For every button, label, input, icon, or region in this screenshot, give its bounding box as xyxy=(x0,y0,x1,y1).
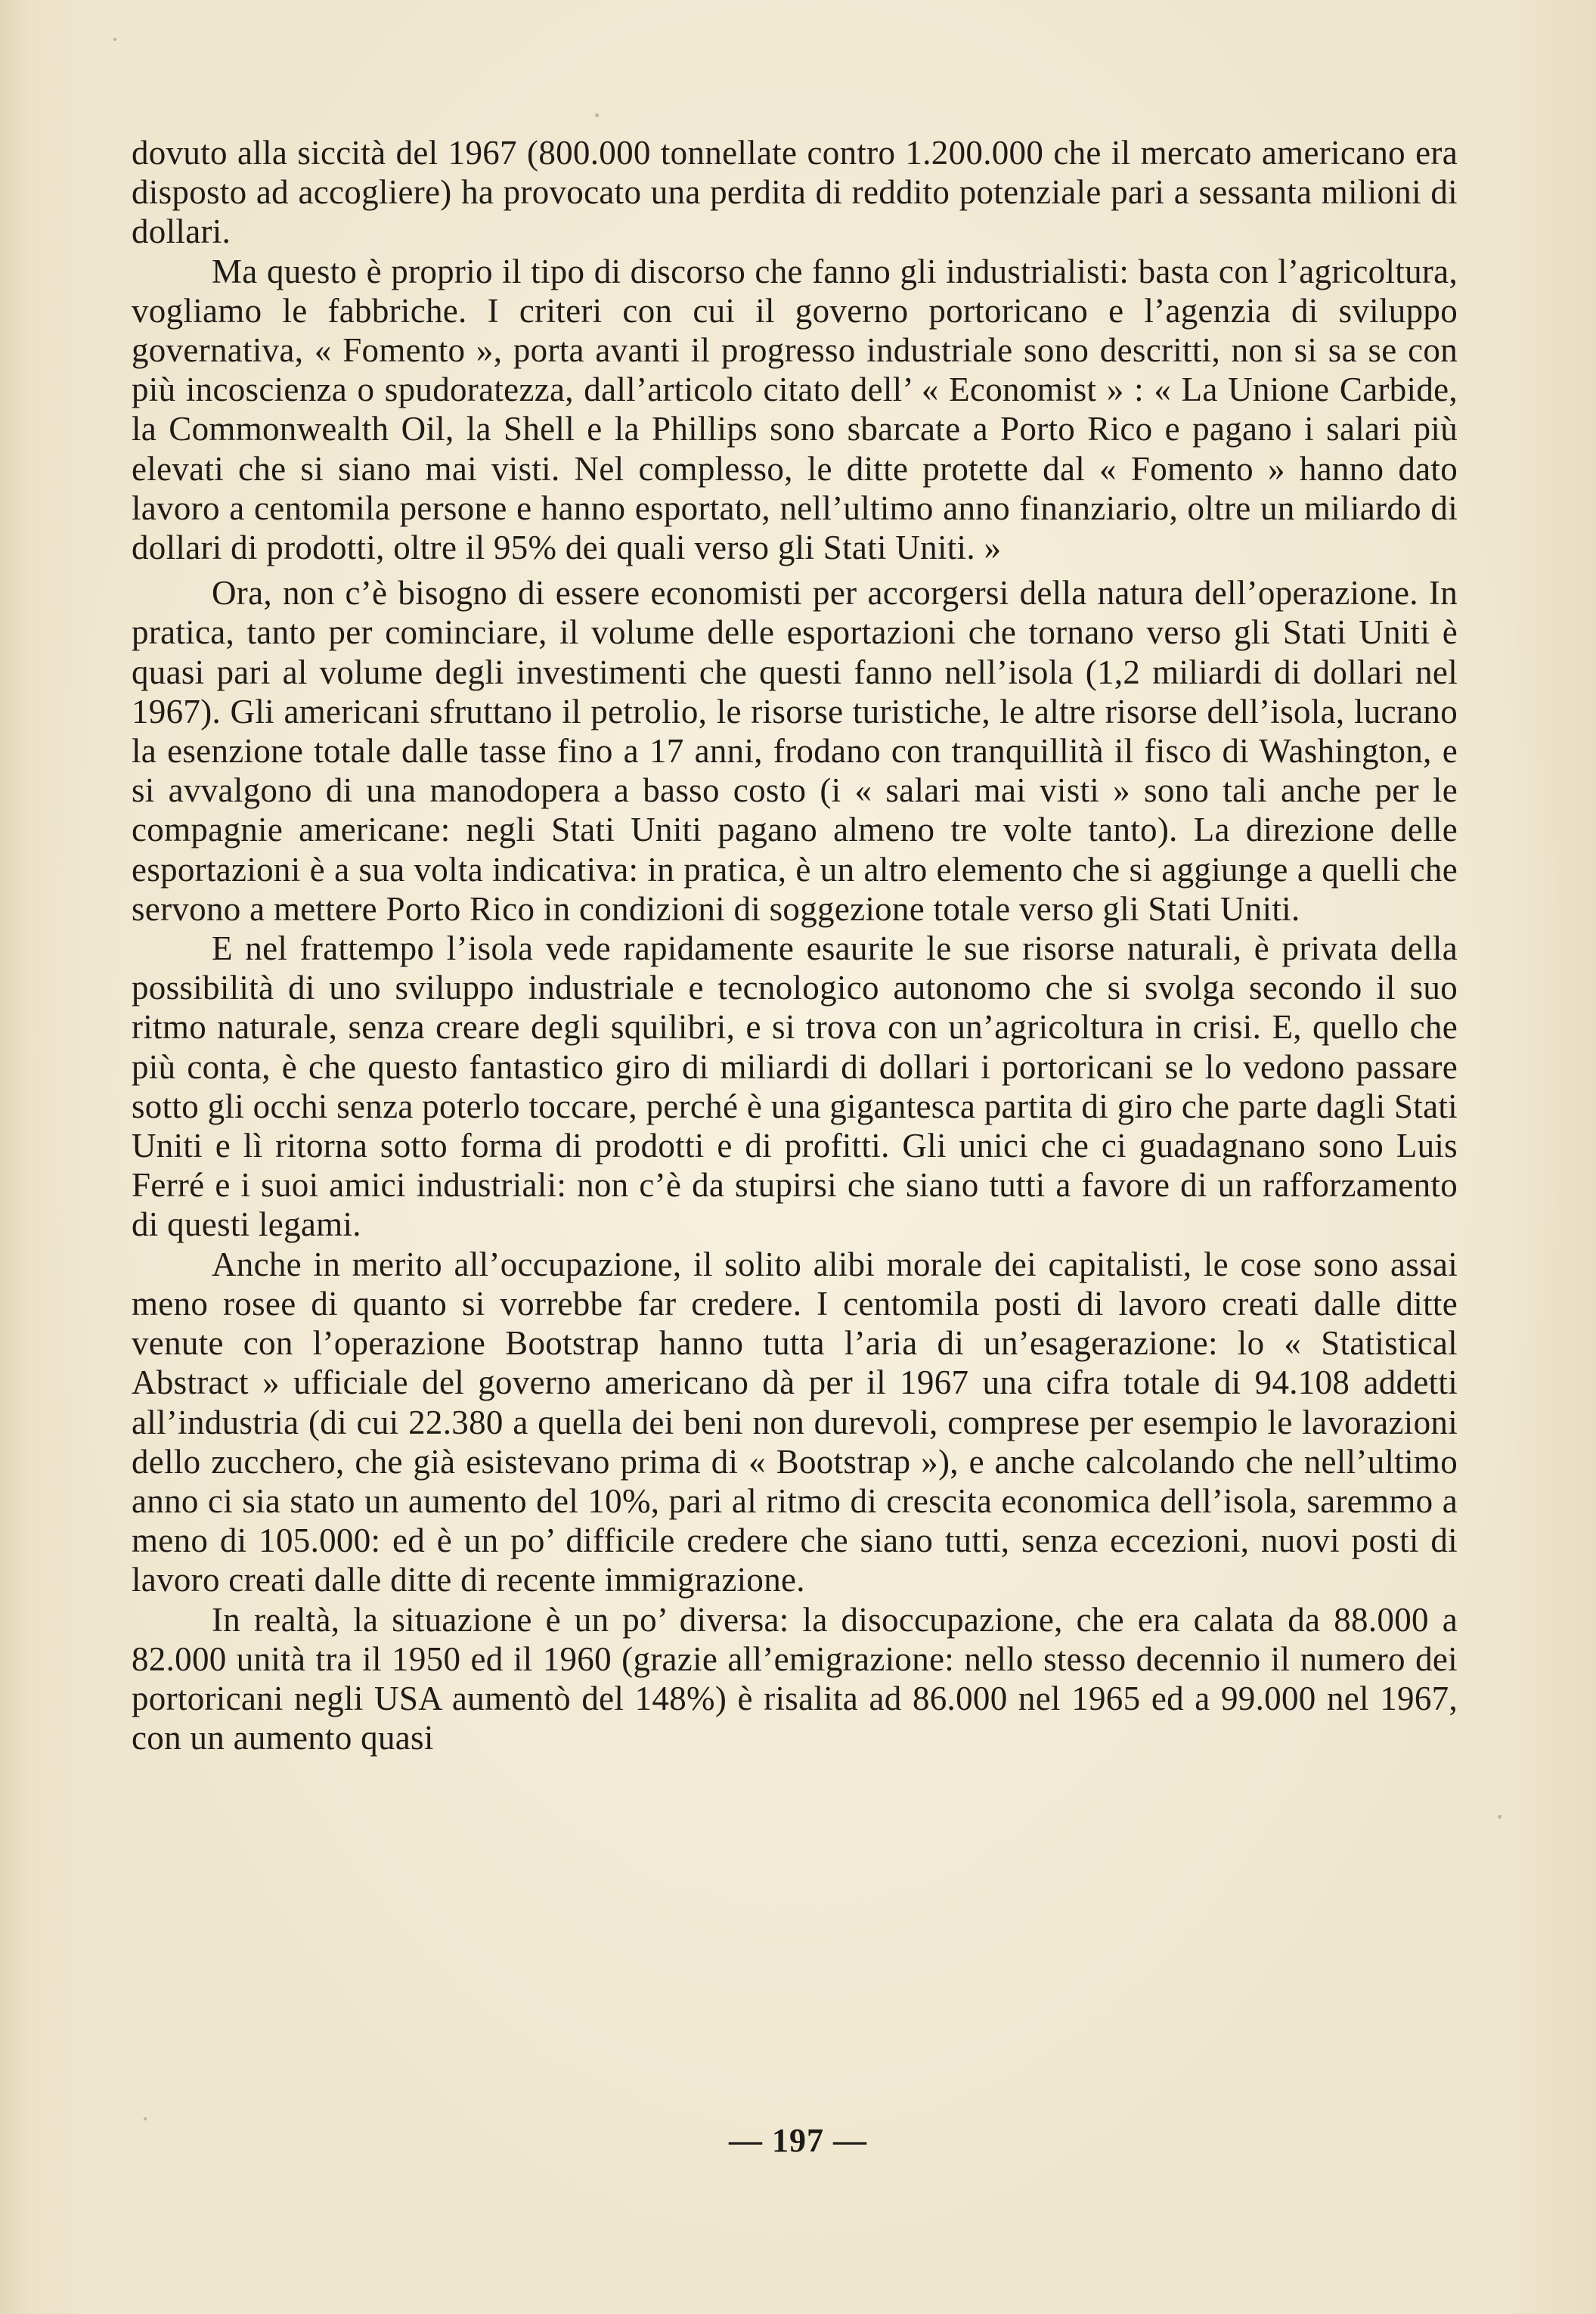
paragraph: Ora, non c’è bisogno di essere economisti per accorgersi della natura dell’operazione. In pratica, tanto per cominciare, il volume delle esportazioni che tornano verso gli Stati Uniti è quasi pari al volume degli investimenti che questi fanno nell’isola (1,2 miliardi di dollari nel 1967). Gli americani sfruttano il petrolio, le risorse turistiche, le altre risorse dell’isola, lucrano la esenzione totale dalle tasse fino a 17 anni, frodano con tranquillità il fisco di Washington, e si avvalgono di una manodopera a basso costo (i « salari mai visti » sono tali anche per le compagnie americane: negli Stati Uniti pagano almeno tre volte tanto). La direzione delle esportazioni è a sua volta indicativa: in pratica, è un altro elemento che si aggiunge a quelli che servono a mettere Porto Rico in condizioni di soggezione totale verso gli Stati Uniti. xyxy=(132,574,1458,928)
paragraph: Anche in merito all’occupazione, il solito alibi morale dei capitalisti, le cose sono assai meno rosee di quanto si vorrebbe far credere. I centomila posti di lavoro creati dalle ditte venute con l’operazione Bootstrap hanno tutta l’aria di un’esagerazione: lo « Statistical Abstract » ufficiale del governo americano dà per il 1967 una cifra totale di 94.108 addetti all’industria (di cui 22.380 a quella dei beni non durevoli, comprese per esempio le lavorazioni dello zucchero, che già esistevano prima di « Bootstrap »), e anche calcolando che nell’ultimo anno ci sia stato un aumento del 10%, pari al ritmo di crescita economica dell’isola, saremmo a meno di 105.000: ed è un po’ difficile credere che siano tutti, senza eccezioni, nuovi posti di lavoro creati dalle ditte di recente immigrazione. xyxy=(132,1245,1458,1599)
paper-speck xyxy=(595,113,599,117)
paper-speck xyxy=(113,38,116,41)
paragraph: E nel frattempo l’isola vede rapidamente esaurite le sue risorse naturali, è privata della possibilità di uno sviluppo industriale e tecnologico autonomo che si svolga secondo il suo ritmo naturale, senza creare degli squilibri, e si trova con un’agricoltura in crisi. E, quello che più conta, è che questo fantastico giro di miliardi di dollari i portoricani se lo vedono passare sotto gli occhi senza poterlo toccare, perché è una gigantesca partita di giro che parte dagli Stati Uniti e lì ritorna sotto forma di prodotti e di profitti. Gli unici che ci guadagnano sono Luis Ferré e i suoi amici industriali: non c’è da stupirsi che siano tutti a favore di un rafforzamento di questi legami. xyxy=(132,929,1458,1244)
body-text xyxy=(132,133,1458,1757)
paragraph: In realtà, la situazione è un po’ diversa: la disoccupazione, che era calata da 88.000 a 82.000 unità tra il 1950 ed il 1960 (grazie all’emigrazione: nello stesso decennio il numero dei portoricani negli USA aumentò del 148%) è risalita ad 86.000 nel 1965 ed a 99.000 nel 1967, con un aumento quasi xyxy=(132,1600,1458,1757)
paper-speck xyxy=(1498,1815,1501,1819)
paragraph: dovuto alla siccità del 1967 (800.000 tonnellate contro 1.200.000 che il mercato americano era disposto ad accogliere) ha provocato una perdita di reddito potenziale pari a sessanta milioni di dollari. xyxy=(132,134,1458,251)
paper-speck xyxy=(144,2117,147,2120)
paragraph: Ma questo è proprio il tipo di discorso che fanno gli industrialisti: basta con l’agricoltura, vogliamo le fabbriche. I criteri con cui il governo portoricano e l’agenzia di sviluppo governativa, « Fomento », porta avanti il progresso industriale sono descritti, non si sa se con più incoscienza o spudoratezza, dall’articolo citato dell’ « Economist » : « La Unione Carbide, la Commonwealth Oil, la Shell e la Phillips sono sbarcate a Porto Rico e pagano i salari più elevati che si siano mai visti. Nel complesso, le ditte protette dal « Fomento » hanno dato lavoro a centomila persone e hanno esportato, nell’ultimo anno finanziario, oltre un miliardo di dollari di prodotti, oltre il 95% dei quali verso gli Stati Uniti. » xyxy=(132,252,1458,567)
page-number: — 197 — xyxy=(729,2122,867,2159)
